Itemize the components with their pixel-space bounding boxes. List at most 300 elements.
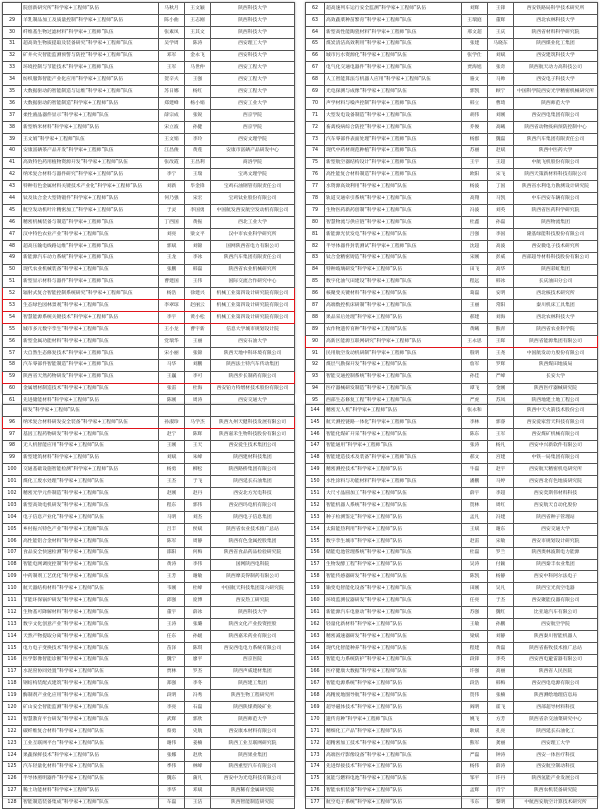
organization: 陕西工业互联网研究院 [211, 737, 295, 749]
table-row [3, 383, 295, 395]
team-name: 精密减速器研发“科学家+工程师”队伍 [325, 630, 462, 642]
organization [211, 405, 295, 417]
team-name: 电气化交通电器件“科学家+工程师”队伍 [325, 62, 462, 74]
team-leader: 杨浩 [159, 288, 185, 300]
table-row [3, 228, 295, 240]
organization: 陕西天策新材料科技有限公司 [514, 169, 598, 181]
team-name: 半导体照明器件“科学家+工程师”队伍 [22, 773, 159, 785]
team-member: 马凯 [488, 193, 514, 205]
row-number: 98 [3, 440, 22, 452]
team-name: 钛及钛合金大型铸锻件“科学家+工程师”队伍 [22, 193, 159, 205]
team-member: 邓斌 [185, 785, 211, 797]
team-name: 陕西省天然药物研发“科学家+工程师”队伍 [22, 371, 159, 383]
organization: 陕西秦川智能机器人 [514, 630, 598, 642]
organization: 陕西农机装备研究院 [514, 785, 598, 797]
team-name: 纤维基生物过滤材料“科学家+工程师”队伍 [22, 26, 159, 38]
team-member: 庞博 [185, 595, 211, 607]
table-row [306, 690, 598, 702]
team-member: 柳松 [185, 464, 211, 476]
team-leader: 黄曦 [462, 324, 488, 336]
table-row [306, 737, 598, 749]
team-name: 西部生态修复工程“科学家+工程师”队伍 [325, 395, 462, 407]
team-leader: 陈小曲 [159, 14, 185, 26]
team-leader: 张建 [462, 38, 488, 50]
organization: 陕西师范大学 [514, 98, 598, 110]
team-name: 农作物遗传育种“科学家+工程师”队伍 [325, 324, 462, 336]
team-member: 陈琪 [185, 642, 211, 654]
team-member: 孔亮 [488, 726, 514, 738]
row-number: 85 [306, 276, 325, 288]
team-member: 冯建 [488, 512, 514, 524]
organization: 西安铂力特增材技术股份有限公司 [211, 383, 295, 395]
table-row [3, 619, 295, 631]
team-leader: 陈军 [159, 535, 185, 547]
page-top-right [305, 2, 598, 404]
team-name: 半导体器件封装测试“科学家+工程师”队伍 [325, 240, 462, 252]
row-number: 113 [3, 619, 22, 631]
team-name: 智慧能源系统关键技术“科学家+工程师”队伍 [22, 312, 159, 324]
team-leader: 韩立 [462, 98, 488, 110]
row-number: 91 [306, 347, 325, 359]
team-name: 轻量化新材料“科学家+工程师”队伍 [325, 619, 462, 631]
row-number: 89 [306, 324, 325, 336]
team-leader: 张改霞 [159, 157, 185, 169]
team-leader: 于灵 [159, 205, 185, 217]
table-row [3, 726, 295, 738]
organization: 西北核技术研究所 [514, 288, 598, 300]
team-member: 周红 [488, 500, 514, 512]
team-member: 杨静 [488, 571, 514, 583]
team-member: 高丽 [488, 666, 514, 678]
row-number: 94 [306, 383, 325, 395]
team-name: 新型高效电机研发“科学家+工程师”队伍 [22, 500, 159, 512]
team-member: 熊青 [488, 324, 514, 336]
team-leader: 张涛 [462, 440, 488, 452]
team-member: 孙媛 [185, 630, 211, 642]
table-row [3, 464, 295, 476]
row-number: 105 [3, 523, 22, 535]
organization: 西安微电子技术研究所 [514, 240, 598, 252]
row-number: 125 [3, 761, 22, 773]
table-row [3, 476, 295, 488]
table-row [306, 98, 598, 110]
team-leader: 陈东 [462, 428, 488, 440]
team-member: 刘斌 [488, 50, 514, 62]
team-leader: 张娜 [159, 749, 185, 761]
table-row [3, 98, 295, 110]
organization: 陕西路桥集团有限公司 [211, 464, 295, 476]
team-name: 超精密加工技术“科学家+工程师”队伍 [325, 737, 462, 749]
row-number: 123 [3, 737, 22, 749]
team-member: 方芳 [488, 714, 514, 726]
team-member: 张锐 [185, 110, 211, 122]
organization: 西安航空制动科技 [514, 761, 598, 773]
row-number: 127 [3, 785, 22, 797]
organization: 机械工业第四设计研究院有限公司 [211, 300, 295, 312]
highlighted-table-row [3, 288, 295, 300]
team-name: 矿山安全智能监测“科学家+工程师”队伍 [22, 702, 159, 714]
team-member: 谢敏 [185, 571, 211, 583]
team-name: 数字文化创意产业“科学家+工程师”队伍 [22, 619, 159, 631]
team-name: 生物医药新药创制“科学家+工程师”队伍 [325, 205, 462, 217]
row-number: 106 [3, 535, 22, 547]
organization: 中国航天科技集团第六研究院 [211, 583, 295, 595]
row-number: 171 [306, 726, 325, 738]
team-name: 电子信息产业化“科学家+工程师”队伍 [22, 512, 159, 524]
team-name: 输变电智能化设备“科学家+工程师”队伍 [325, 583, 462, 595]
team-leader: 潘鹏 [462, 476, 488, 488]
team-name: 汽车零部件表面处理“科学家+工程师”队伍 [325, 133, 462, 145]
team-name: 航天器结构材料“科学家+工程师”队伍 [22, 583, 159, 595]
row-number: 100 [3, 464, 22, 476]
team-member: 张璐 [185, 619, 211, 631]
row-number: 122 [3, 726, 22, 738]
team-leader: 王丽 [462, 300, 488, 312]
team-member: 王尧 [488, 347, 514, 359]
team-name: 新型金属功能材料“科学家+工程师”队伍 [22, 335, 159, 347]
table-row [306, 50, 598, 62]
organization: 陕西物流集团 [514, 217, 598, 229]
team-member: 赵斌 [488, 145, 514, 157]
team-member: 孙鹏 [488, 619, 514, 631]
team-member: 韩冰 [488, 276, 514, 288]
table-row [3, 773, 295, 785]
row-number: 164 [306, 642, 325, 654]
row-number: 58 [3, 359, 22, 371]
team-member: 李超 [488, 488, 514, 500]
team-member: 周静 [185, 535, 211, 547]
team-leader: 吴涛 [462, 559, 488, 571]
team-member: 李国 [488, 228, 514, 240]
row-number: 63 [306, 14, 325, 26]
organization: 中国航发动力股份有限公司 [514, 347, 598, 359]
team-leader: 段浩 [462, 678, 488, 690]
table-row [3, 452, 295, 464]
team-name: 新能源汽车动力系统“科学家+工程师”队伍 [22, 252, 159, 264]
team-member: 张锦 [185, 347, 211, 359]
row-number: 161 [306, 607, 325, 619]
team-name: 稀土功能材料“科学家+工程师”队伍 [22, 785, 159, 797]
row-number: 92 [306, 359, 325, 371]
organization: 长安大学 [514, 371, 598, 383]
row-number: 156 [306, 547, 325, 559]
row-number: 95 [306, 395, 325, 407]
team-leader: 欧阳 [462, 169, 488, 181]
table-row [306, 86, 598, 98]
team-name: 精密测控技术“科学家+工程师”队伍 [325, 464, 462, 476]
table-row [3, 559, 295, 571]
team-leader: 胡伟 [462, 110, 488, 122]
organization: 西安石油大学 [211, 335, 295, 347]
row-number: 152 [306, 500, 325, 512]
table-row [306, 666, 598, 678]
organization: 陕西省水利电力勘测设计研究院 [514, 181, 598, 193]
team-leader: 段明 [159, 690, 185, 702]
table-row [3, 335, 295, 347]
row-number [3, 405, 22, 417]
team-leader: 邓军 [159, 50, 185, 62]
row-number: 37 [3, 110, 22, 122]
table-row [3, 523, 295, 535]
row-number: 175 [306, 773, 325, 785]
team-name: 汽车轻量化材料“科学家+工程师”队伍 [22, 761, 159, 773]
organization: 长庆油田分公司 [514, 276, 598, 288]
row-number: 145 [306, 416, 325, 428]
table-row [3, 737, 295, 749]
row-number: 73 [306, 133, 325, 145]
row-number: 67 [306, 62, 325, 74]
team-name: 高性能铝合金材料“科学家+工程师”队伍 [22, 535, 159, 547]
table-row [3, 702, 295, 714]
team-name: 航空发动机叶片精密加工“科学家+工程师”队伍 [22, 205, 159, 217]
row-number: 104 [3, 512, 22, 524]
team-name: 新能源光伏发电“科学家+工程师”队伍 [325, 228, 462, 240]
team-leader: 吕强 [462, 228, 488, 240]
row-number [3, 3, 22, 15]
row-number: 88 [306, 312, 325, 324]
organization: 陕西省农业科学院 [514, 324, 598, 336]
team-member: 魏磊 [488, 133, 514, 145]
highlighted-table-row [3, 312, 295, 324]
team-name: 智能制造装备集成“科学家+工程师”队伍 [22, 797, 159, 809]
team-member: 廖平 [185, 654, 211, 666]
team-member: 王昌利 [185, 157, 211, 169]
team-leader: 田刚 [462, 583, 488, 595]
team-member: 曹琦 [488, 98, 514, 110]
team-member: 付颖 [488, 559, 514, 571]
team-leader: 耿斌 [462, 726, 488, 738]
row-number: 160 [306, 595, 325, 607]
organization: 西安工程大学 [211, 74, 295, 86]
team-member: 王洁 [185, 797, 211, 809]
organization: 西安中为光电科技有限公司 [211, 773, 295, 785]
team-name: 声学材料与噪声控制“科学家+工程师”队伍 [325, 98, 462, 110]
team-leader: 魏宁 [159, 654, 185, 666]
team-member: 高曦 [488, 121, 514, 133]
organization: 陕西陕煤黄陵矿业 [211, 702, 295, 714]
row-number: 151 [306, 488, 325, 500]
team-name: 水泥窑协同处置“科学家+工程师”队伍 [22, 666, 159, 678]
row-number: 168 [306, 690, 325, 702]
team-leader: 宋小丽 [159, 347, 185, 359]
row-number: 78 [306, 193, 325, 205]
team-name: 智能建造技术及装备“科学家+工程师”队伍 [325, 452, 462, 464]
table-row [3, 749, 295, 761]
table-row [306, 347, 598, 359]
team-leader: 李宇 [159, 312, 185, 324]
table-row [306, 488, 598, 500]
team-leader: 牛磊 [462, 464, 488, 476]
table-row [306, 464, 598, 476]
table-row [306, 383, 598, 395]
team-member: 王文颖 [185, 3, 211, 15]
team-leader: 王瑞庭 [462, 14, 488, 26]
row-number: 68 [306, 74, 325, 86]
team-leader: 李华 [159, 785, 185, 797]
organization: 西北农林科技大学 [514, 312, 598, 324]
organization: 陕西稀有金属研究院 [211, 785, 295, 797]
table-row [3, 440, 295, 452]
row-number: 126 [3, 773, 22, 785]
team-member: 罗杰 [185, 666, 211, 678]
row-number: 77 [306, 181, 325, 193]
organization: 宝鸡文理学院 [211, 169, 295, 181]
team-member: 石磊 [185, 702, 211, 714]
table-row [3, 630, 295, 642]
highlighted-table-row [3, 300, 295, 312]
table-row [306, 359, 598, 371]
organization: 陕西生物工程研究所 [211, 690, 295, 702]
team-member: 李英 [488, 654, 514, 666]
row-number: 82 [306, 240, 325, 252]
team-member: 王军 [488, 428, 514, 440]
team-member: 王丽 [185, 335, 211, 347]
organization: 陕西嘉禾药业有限公司 [211, 630, 295, 642]
team-name: 智能农机装备“科学家+工程师”队伍 [325, 785, 462, 797]
team-name: 高新区能源互联网研究“科学家+工程师”队伍 [325, 335, 462, 347]
team-leader: 蔡勇 [159, 726, 185, 738]
team-leader: 马秋月 [159, 3, 185, 15]
table-row [3, 86, 295, 98]
team-name: 现代农业机械装备“科学家+工程师”队伍 [22, 264, 159, 276]
team-leader: 李翠琼 [159, 300, 185, 312]
row-number: 81 [306, 228, 325, 240]
table-row [306, 630, 598, 642]
team-name: 大数据驱动的智能制造“科学家+工程师”队伍 [22, 98, 159, 110]
table-row [306, 288, 598, 300]
team-member: 马世仲 [185, 62, 211, 74]
row-number: 48 [3, 240, 22, 252]
team-leader: 陈凯 [462, 571, 488, 583]
team-name: 生物基可降解材料“科学家+工程师”队伍 [22, 607, 159, 619]
table-row [3, 74, 295, 86]
row-number: 35 [3, 86, 22, 98]
team-name: 城市多元数字孪生“科学家+工程师”队伍 [22, 324, 159, 336]
team-name: 数字化油气田建设“科学家+工程师”队伍 [325, 276, 462, 288]
row-number: 120 [3, 702, 22, 714]
team-member: 宫建 [488, 452, 514, 464]
team-leader: 郑强 [159, 678, 185, 690]
team-member: 高波 [488, 240, 514, 252]
team-name: 王文娟“科学家+工程师”队伍 [22, 133, 159, 145]
team-member: 王超 [488, 157, 514, 169]
team-name: 太阳能热利用“科学家+工程师”队伍 [325, 523, 462, 535]
team-leader: 邱强 [159, 595, 185, 607]
team-name: 辐射式复合智能控制系统研究“科学家+工程师”队伍 [22, 288, 159, 300]
team-member: 韩梅 [488, 678, 514, 690]
organization: 西安科技大学 [211, 50, 295, 62]
team-member: 李伟 [185, 559, 211, 571]
team-member: 谢东 [488, 523, 514, 535]
row-number: 54 [3, 312, 22, 324]
team-name: 航空电子系统“科学家+工程师”队伍 [325, 797, 462, 809]
team-member: 金刚 [488, 383, 514, 395]
team-name: 医疗器械研发制造“科学家+工程师”队伍 [325, 383, 462, 395]
organization: 西部超导材料科技股份有限公司 [514, 252, 598, 264]
team-member: 李冬 [185, 678, 211, 690]
table-row [306, 535, 598, 547]
team-name: 柔性液晶器件显示“科学家+工程师”队伍 [22, 110, 159, 122]
team-name: 民用航空发动机研制“科学家+工程师”队伍 [325, 347, 462, 359]
team-member: 冯秀 [185, 690, 211, 702]
table-row [3, 500, 295, 512]
row-number: 71 [306, 110, 325, 122]
team-name: 食品安全快速检测“科学家+工程师”队伍 [22, 547, 159, 559]
team-name: 医疗健康大数据“科学家+工程师”队伍 [325, 666, 462, 678]
team-member: 于杰 [488, 595, 514, 607]
team-name: 环境控制与节能技术“科学家+工程师”队伍 [22, 62, 159, 74]
row-number: 107 [3, 547, 22, 559]
team-leader: 刘新 [159, 181, 185, 193]
organization: 陕西声威建材集团 [211, 666, 295, 678]
row-number: 30 [3, 26, 22, 38]
organization: 陕西汽车集团有限责任公司 [514, 133, 598, 145]
table-row [306, 300, 598, 312]
team-name: 煤层气勘探开发“科学家+工程师”队伍 [325, 359, 462, 371]
team-leader: 王军 [159, 62, 185, 74]
row-number: 72 [306, 121, 325, 133]
team-name: 新能源汽车电驱动“科学家+工程师”队伍 [325, 607, 462, 619]
team-name: 超导磁体技术“科学家+工程师”队伍 [325, 702, 462, 714]
table-row [3, 428, 295, 440]
table-row [3, 169, 295, 181]
organization: 商洛学院 [211, 157, 295, 169]
team-name: 水资源高效利用“科学家+工程师”队伍 [325, 181, 462, 193]
team-member: 黄振 [185, 217, 211, 229]
organization: 西安西电电源有限公司 [514, 678, 598, 690]
team-name: 矿井火灾智能监测预警与防控“科学家+工程师”队伍 [22, 50, 159, 62]
organization: 西安中科阿尔法电子 [514, 571, 598, 583]
team-member: 龚丽 [488, 737, 514, 749]
organization: 中航西安航空计算技术研究所 [514, 797, 598, 809]
team-leader: 詹军 [462, 359, 488, 371]
row-number: 47 [3, 228, 22, 240]
organization: 信息大学城市规划设计院 [211, 324, 295, 336]
team-member: 宋飞 [488, 169, 514, 181]
team-member: 侯斌 [185, 523, 211, 535]
table-row [3, 62, 295, 74]
team-name: 乡村振兴特色产业“科学家+工程师”队伍 [22, 523, 159, 535]
team-leader: 孟凡 [462, 512, 488, 524]
row-number: 90 [306, 335, 325, 347]
team-leader: 田飞 [462, 264, 488, 276]
table-row [3, 14, 295, 26]
table-row [306, 3, 598, 15]
organization: 陕西科技大学 [211, 26, 295, 38]
table-row [306, 371, 598, 383]
row-number: 69 [306, 86, 325, 98]
team-member: 王瑞 [185, 169, 211, 181]
team-leader: 许强 [462, 666, 488, 678]
team-member: 董辉 [488, 14, 514, 26]
table-row [3, 3, 295, 15]
team-name: 智慧物流与供应链“科学家+工程师”队伍 [325, 217, 462, 229]
table-row [306, 26, 598, 38]
team-member: 黄莲 [185, 145, 211, 157]
row-number: 56 [3, 335, 22, 347]
team-member: 毕金锋 [185, 181, 211, 193]
team-member: 刘杰 [185, 512, 211, 524]
team-leader: 严磊 [462, 749, 488, 761]
row-number: 99 [3, 452, 22, 464]
team-member: 常阳 [488, 300, 514, 312]
team-member: 赵丹 [185, 488, 211, 500]
row-number: 33 [3, 62, 22, 74]
organization: 陕西中医药大学 [514, 145, 598, 157]
team-leader: 王龙 [159, 252, 185, 264]
team-name: 高性能复合材料制造“科学家+工程师”队伍 [325, 169, 462, 181]
row-number: 40 [3, 145, 22, 157]
